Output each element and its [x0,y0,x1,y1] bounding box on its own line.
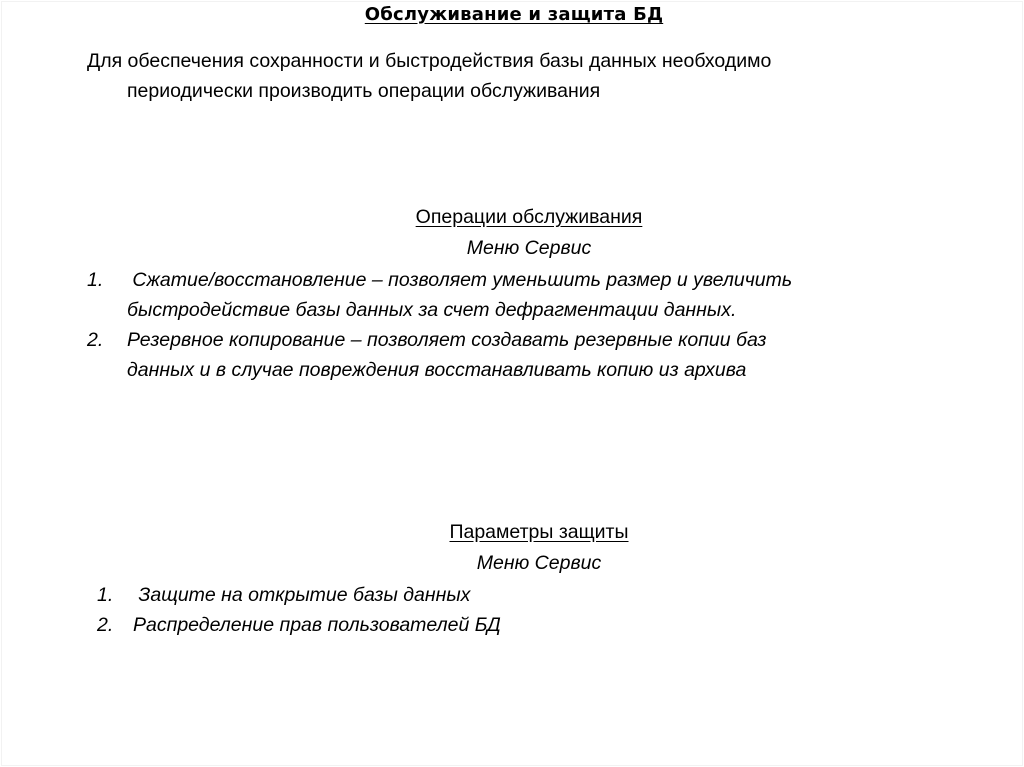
list-item-text-line-1: Резервное копирование – позволяет создавать резервные копии баз [127,329,767,351]
maintenance-list [87,265,967,385]
list-item-text-line-2: данных и в случае повреждения восстанавливать копию из архива [127,359,747,381]
slide-title: Обслуживание и защита БД [364,4,664,25]
list-item-number: 1. [87,269,104,291]
protection-list [97,580,797,640]
list-item-number: 1. [97,584,114,606]
list-item-number: 2. [97,614,114,636]
list-item [87,265,967,325]
list-item [97,580,797,610]
slide [1,1,1023,766]
maintenance-menu-label: Меню Сервис [466,237,592,259]
list-item-text-line-2: быстродействие базы данных за счет дефрагментации данных. [127,299,737,321]
protection-heading: Параметры защиты [449,521,629,543]
list-item [87,325,967,385]
list-item-text-line-1: Сжатие/восстановление – позволяет уменьшить размер и увеличить [127,269,793,291]
intro-line-2: периодически производить операции обслуживания [127,80,601,102]
protection-menu-label: Меню Сервис [476,552,602,574]
maintenance-heading: Операции обслуживания [415,206,643,228]
list-item [97,610,797,640]
list-item-text: Защите на открытие базы данных [133,584,471,606]
list-item-text: Распределение прав пользователей БД [133,614,501,636]
list-item-number: 2. [87,329,104,351]
intro-line-1: Для обеспечения сохранности и быстродействия базы данных необходимо [87,50,772,72]
intro-paragraph [87,46,967,106]
